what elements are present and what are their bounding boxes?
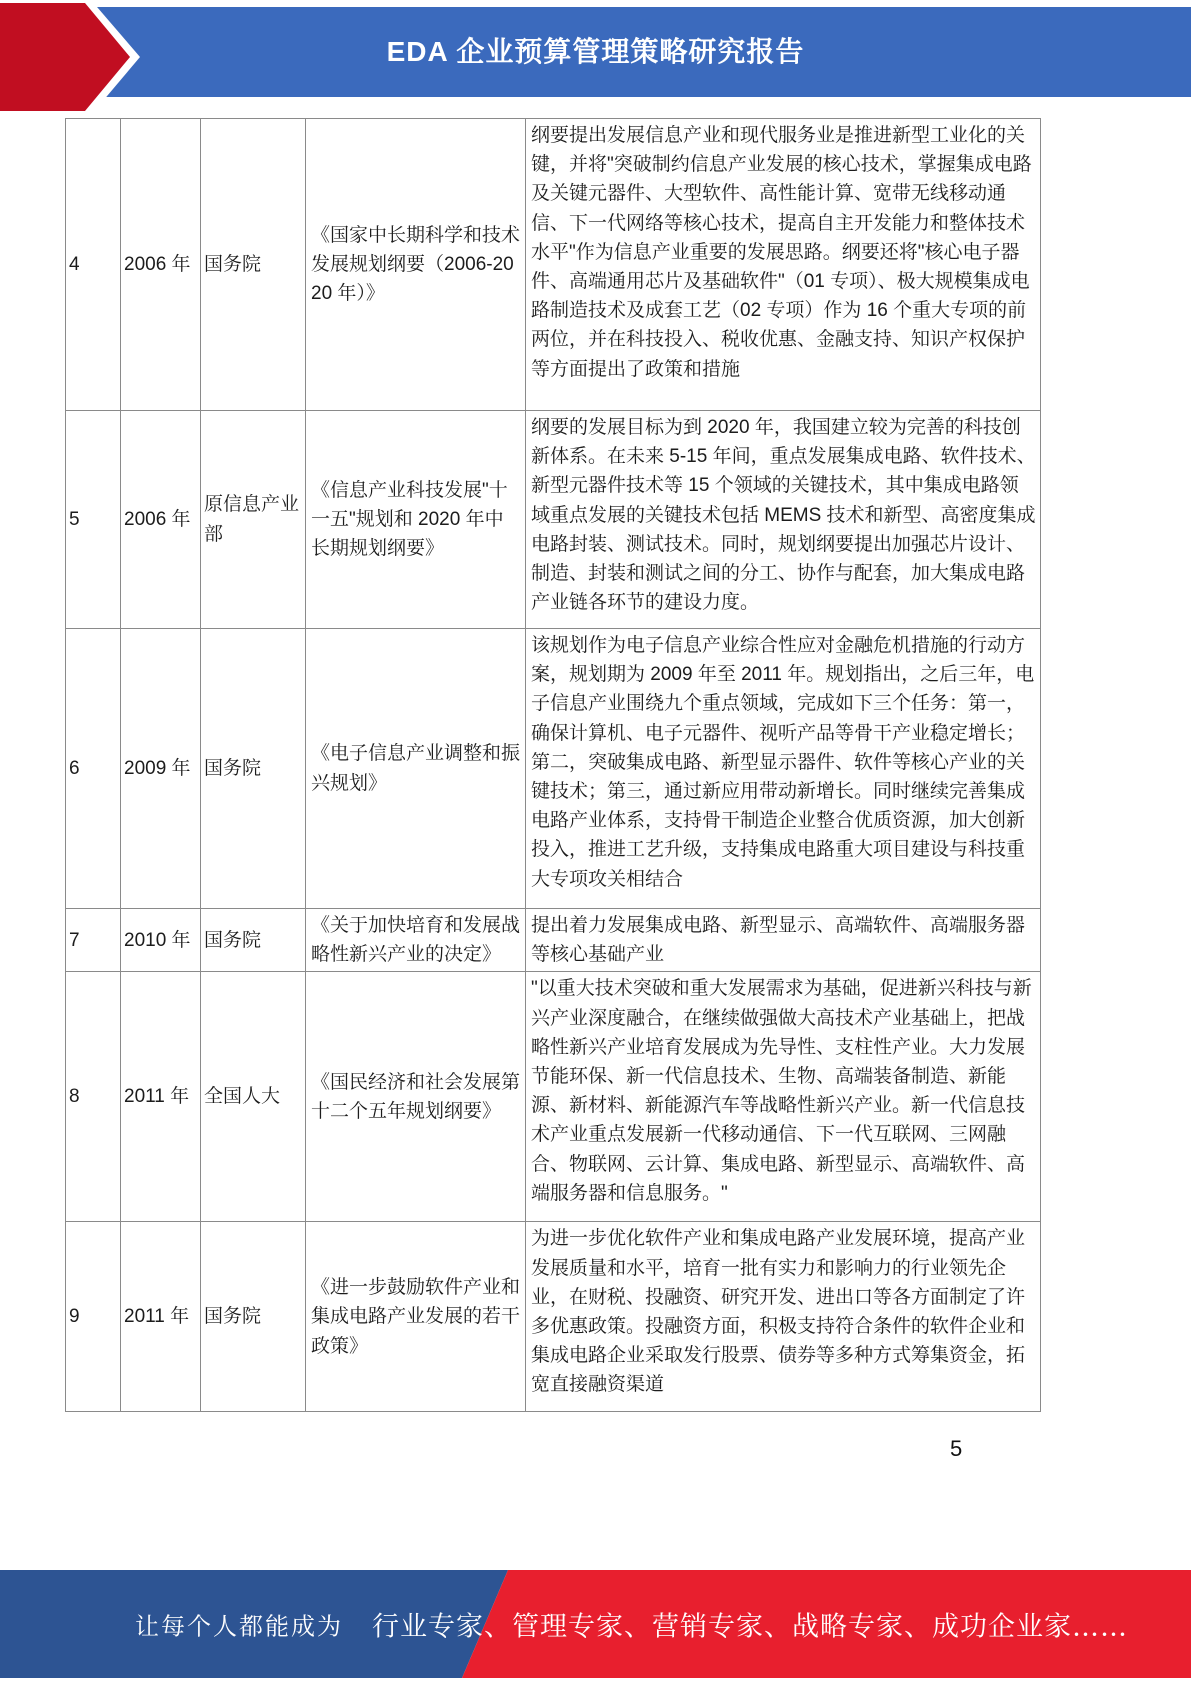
row-index-cell: 5: [66, 411, 121, 629]
year-cell: 2006 年: [121, 411, 201, 629]
year-cell: 2010 年: [121, 909, 201, 972]
policy-title-cell: 《国家中长期科学和技术发展规划纲要（2006-2020 年）》: [306, 119, 526, 411]
table-row: [66, 411, 1041, 629]
issuer-cell: 全国人大: [201, 972, 306, 1222]
policy-desc-cell: 纲要的发展目标为到 2020 年，我国建立较为完善的科技创新体系。在未来 5-15 年间，重点发展集成电路、软件技术、新型元器件技术等 15 个领域的关键技术，其中集成电路领域重点发展的关键技术包括 MEMS 技术和新型、高密度集成电路封装、测试技术。同时，规划纲要提出加强芯片设计、制造、封装和测试之间的分工、协作与配套，加大集成电路产业链各环节的建设力度。: [526, 411, 1041, 629]
row-index-cell: 7: [66, 909, 121, 972]
year-cell: 2011 年: [121, 1222, 201, 1412]
policy-desc-cell: "以重大技术突破和重大发展需求为基础，促进新兴科技与新兴产业深度融合，在继续做强做大高技术产业基础上，把战略性新兴产业培育发展成为先导性、支柱性产业。大力发展节能环保、新一代信息技术、生物、高端装备制造、新能源、新材料、新能源汽车等战略性新兴产业。新一代信息技术产业重点发展新一代移动通信、下一代互联网、三网融合、物联网、云计算、集成电路、新型显示、高端软件、高端服务器和信息服务。": [526, 972, 1041, 1222]
table-row: [66, 972, 1041, 1222]
table-row: [66, 1222, 1041, 1412]
issuer-cell: 国务院: [201, 629, 306, 909]
table-row: [66, 119, 1041, 411]
policy-desc-cell: 该规划作为电子信息产业综合性应对金融危机措施的行动方案，规划期为 2009 年至 2011 年。规划指出，之后三年，电子信息产业围绕九个重点领域，完成如下三个任务：第一，确保计算机、电子元器件、视听产品等骨干产业稳定增长；第二，突破集成电路、新型显示器件、软件等核心产业的关键技术；第三，通过新应用带动新增长。同时继续完善集成电路产业体系，支持骨干制造企业整合优质资源，加大创新投入，推进工艺升级，支持集成电路重大项目建设与科技重大专项攻关相结合: [526, 629, 1041, 909]
table-row: [66, 629, 1041, 909]
banner-chevron-icon: [0, 0, 142, 116]
policy-desc-cell: 提出着力发展集成电路、新型显示、高端软件、高端服务器等核心基础产业: [526, 909, 1041, 972]
footer-banner: [0, 1570, 1191, 1678]
row-index-cell: 6: [66, 629, 121, 909]
policy-title-cell: 《信息产业科技发展"十一五"规划和 2020 年中长期规划纲要》: [306, 411, 526, 629]
issuer-cell: 原信息产业部: [201, 411, 306, 629]
issuer-cell: 国务院: [201, 909, 306, 972]
year-cell: 2009 年: [121, 629, 201, 909]
row-index-cell: 9: [66, 1222, 121, 1412]
policy-title-cell: 《关于加快培育和发展战略性新兴产业的决定》: [306, 909, 526, 972]
page-number: 5: [950, 1436, 963, 1461]
row-index-cell: 8: [66, 972, 121, 1222]
table-row: [66, 909, 1041, 972]
year-cell: 2006 年: [121, 119, 201, 411]
year-cell: 2011 年: [121, 972, 201, 1222]
issuer-cell: 国务院: [201, 119, 306, 411]
footer-slogan-right: 行业专家、管理专家、营销专家、战略专家、成功企业家……: [372, 1611, 1128, 1643]
page-title: EDA 企业预算管理策略研究报告: [386, 36, 805, 67]
policy-desc-cell: 纲要提出发展信息产业和现代服务业是推进新型工业化的关键，并将"突破制约信息产业发展的核心技术，掌握集成电路及关键元器件、大型软件、高性能计算、宽带无线移动通信、下一代网络等核心技术，提高自主开发能力和整体技术水平"作为信息产业重要的发展思路。纲要还将"核心电子器件、高端通用芯片及基础软件"（01 专项）、极大规模集成电路制造技术及成套工艺（02 专项）作为 16 个重大专项的前两位，并在科技投入、税收优惠、金融支持、知识产权保护等方面提出了政策和措施: [526, 119, 1041, 411]
header-banner: [0, 7, 1191, 97]
issuer-cell: 国务院: [201, 1222, 306, 1412]
row-index-cell: 4: [66, 119, 121, 411]
footer-slogan-left: 让每个人都能成为: [135, 1612, 343, 1641]
policy-title-cell: 《进一步鼓励软件产业和集成电路产业发展的若干政策》: [306, 1222, 526, 1412]
policy-title-cell: 《国民经济和社会发展第十二个五年规划纲要》: [306, 972, 526, 1222]
policy-title-cell: 《电子信息产业调整和振兴规划》: [306, 629, 526, 909]
policy-table: [65, 118, 1041, 1412]
policy-desc-cell: 为进一步优化软件产业和集成电路产业发展环境，提高产业发展质量和水平，培育一批有实力和影响力的行业领先企业，在财税、投融资、研究开发、进出口等各方面制定了许多优惠政策。投融资方面，积极支持符合条件的软件企业和集成电路企业采取发行股票、债券等多种方式筹集资金，拓宽直接融资渠道: [526, 1222, 1041, 1412]
